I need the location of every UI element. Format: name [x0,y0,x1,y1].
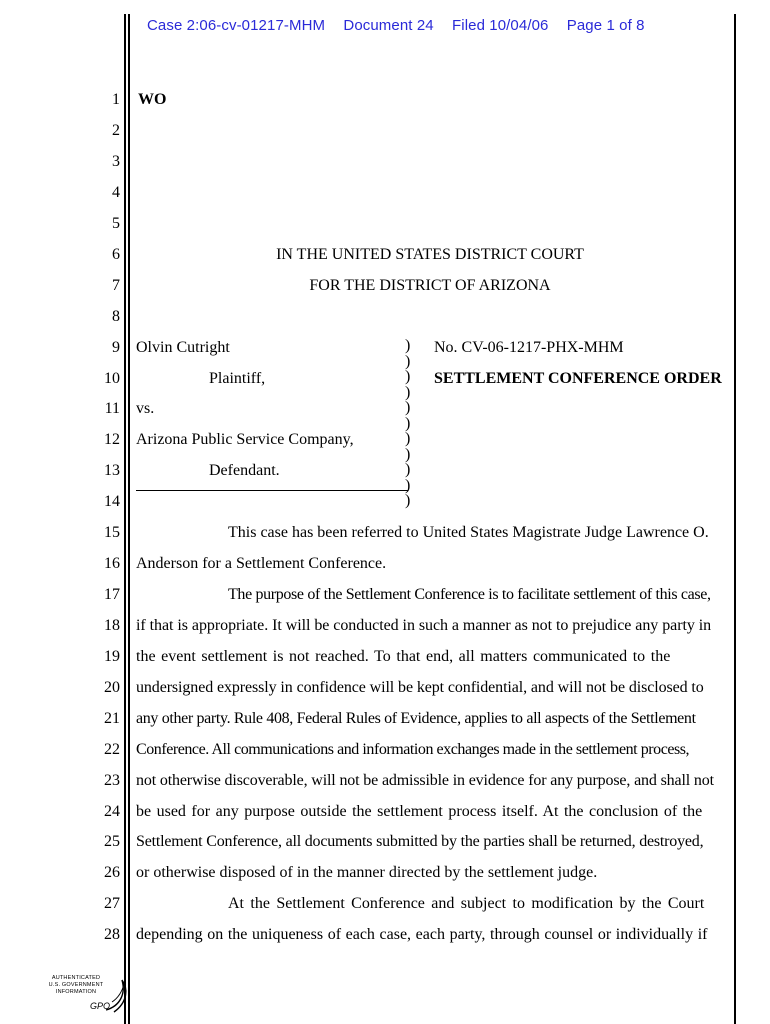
line-number: 2 [112,122,120,139]
line-number: 10 [104,370,120,387]
court-district: FOR THE DISTRICT OF ARIZONA [309,277,551,294]
line-number: 14 [104,493,120,510]
line-number: 17 [104,586,120,603]
header-page-count: Page 1 of 8 [566,17,645,34]
versus-label: vs. [136,400,155,417]
line-number: 1 [112,91,120,108]
ecf-header [147,17,659,34]
line-number: 12 [104,431,120,448]
line-number: 5 [112,215,120,232]
header-filed-date: Filed 10/04/06 [452,17,549,34]
eagle-swoosh-icon [102,972,132,1016]
defendant-role: Defendant. [209,462,280,479]
header-case-number: Case 2:06-cv-01217-MHM [147,17,326,34]
caption-underline [136,490,408,491]
body-line: At the Settlement Conference and subject to modification by the Court [228,895,705,912]
seal-text: INFORMATION [55,989,97,995]
body-line: Settlement Conference, all documents submitted by the parties shall be returned, destroyed, [136,833,704,850]
line-number: 23 [104,772,120,789]
header-document-number: Document 24 [343,17,434,34]
line-number: 11 [104,400,120,417]
line-number: 9 [112,339,120,356]
body-line: The purpose of the Settlement Conference is to facilitate settlement of this case, [228,586,711,603]
line-number: 8 [112,308,120,325]
body-line: or otherwise disposed of in the manner directed by the settlement judge. [136,864,598,881]
line-number: 13 [104,462,120,479]
body-line: undersigned expressly in confidence will be kept confidential, and will not be disclosed to [136,679,704,696]
line-number: 18 [104,617,120,634]
left-margin-rule [124,14,126,1024]
plaintiff-role: Plaintiff, [209,370,266,387]
line-number: 22 [104,741,120,758]
seal-text: AUTHENTICATED [51,975,101,981]
body-line: This case has been referred to United States Magistrate Judge Lawrence O. [228,524,709,541]
gpo-authentication-seal [32,972,130,1016]
body-line: Conference. All communications and information exchanges made in the settlement process, [136,741,690,758]
defendant-name: Arizona Public Service Company, [136,431,354,448]
body-line: not otherwise discoverable, will not be admissible in evidence for any purpose, and shall not [136,772,714,789]
line-number: 15 [104,524,120,541]
body-line: any other party. Rule 408, Federal Rules of Evidence, applies to all aspects of the Settlement [136,710,696,727]
line-number: 19 [104,648,120,665]
seal-text: U.S. GOVERNMENT [48,982,104,988]
line-number: 16 [104,555,120,572]
order-title: SETTLEMENT CONFERENCE ORDER [434,370,722,387]
body-line: be used for any purpose outside the settlement process itself. At the conclusion of the [136,803,703,820]
line-number: 3 [112,153,120,170]
line-number: 21 [104,710,120,727]
court-name: IN THE UNITED STATES DISTRICT COURT [276,246,584,263]
body-line: the event settlement is not reached. To that end, all matters communicated to the [136,648,671,665]
line-number: 7 [112,277,120,294]
plaintiff-name: Olvin Cutright [136,339,230,356]
caption-parentheses: ) ) ) ) ) ) ) ) ) ) ) [405,337,411,509]
line-number: 4 [112,184,120,201]
line-number: 24 [104,803,120,820]
gpo-mark: GPO [90,1001,111,1011]
body-line: depending on the uniqueness of each case, each party, through counsel or individually if [136,926,708,943]
line-number: 27 [104,895,120,912]
left-margin-rule-inner [128,14,130,1024]
body-line: if that is appropriate. It will be conducted in such a manner as not to prejudice any party in [136,617,712,634]
right-margin-rule [734,14,736,1024]
body-line: Anderson for a Settlement Conference. [136,555,387,572]
line-number: 25 [104,833,120,850]
line-number: 28 [104,926,120,943]
line-number: 26 [104,864,120,881]
wo-designation: WO [138,91,167,108]
line-number: 6 [112,246,120,263]
case-number: No. CV-06-1217-PHX-MHM [434,339,624,356]
line-number: 20 [104,679,120,696]
